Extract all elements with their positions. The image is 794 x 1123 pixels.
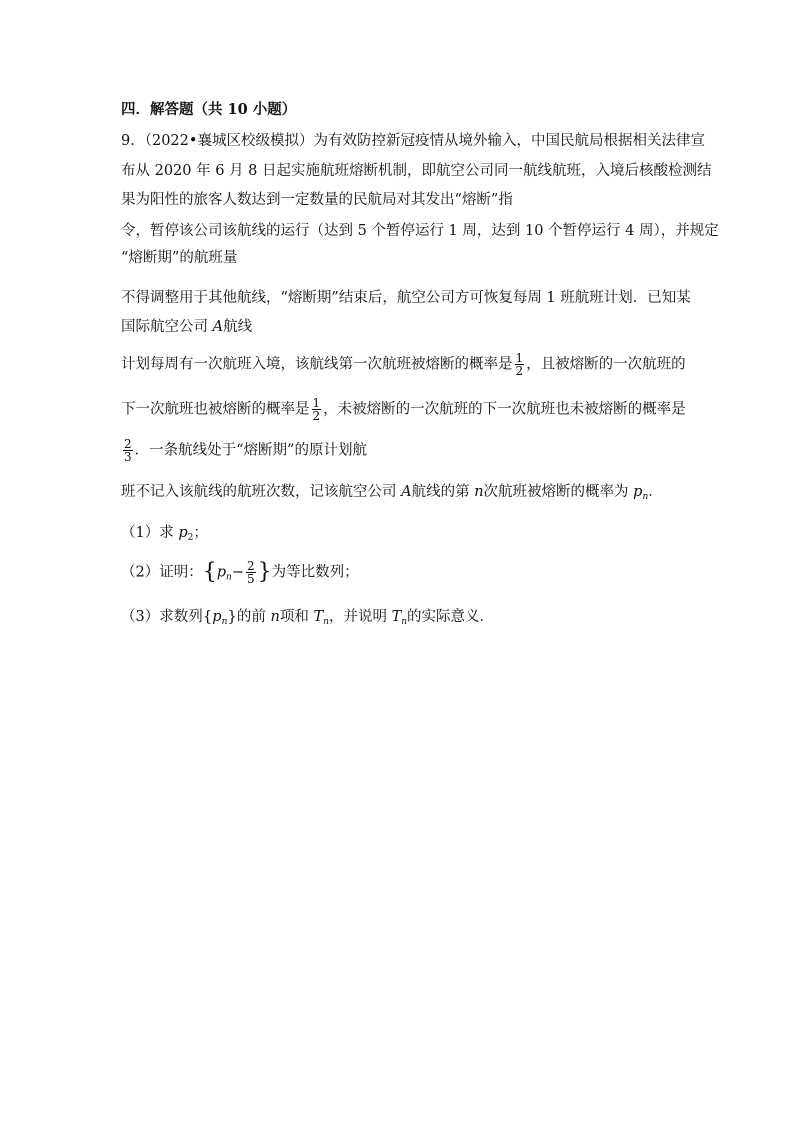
- line-11-text-b: 航线的第: [411, 484, 475, 500]
- fraction-numerator: 2: [246, 559, 255, 573]
- left-brace-icon: {: [202, 607, 213, 625]
- q3-sub-n-T: n: [323, 617, 329, 627]
- fraction-two-thirds: [123, 438, 133, 463]
- problem-source: （2022•襄城区校级模拟）: [144, 133, 314, 149]
- fraction-denominator: 2: [515, 364, 524, 378]
- right-brace-icon: }: [227, 607, 237, 625]
- q1-var-p: p: [178, 525, 188, 541]
- fraction-numerator: 2: [124, 437, 132, 451]
- q3-mid: 的前: [236, 609, 271, 625]
- q3-var-n: n: [270, 609, 280, 625]
- line-10-text: ．一条航线处于“熔断期”的原计划航: [134, 442, 367, 459]
- problem-line-7: [121, 317, 252, 337]
- line-9-text-b: ，未被熔断的一次航班的下一次航班也未被熔断的概率是: [323, 401, 686, 418]
- problem-line-10: [121, 438, 367, 463]
- problem-line-1: [121, 131, 705, 151]
- fraction-numerator: 1: [515, 351, 524, 365]
- fraction-two-fifths: [246, 560, 256, 585]
- q3-mid2: 项和: [279, 609, 314, 625]
- line-8-text-b: ，且被熔断的一次航班的: [526, 356, 686, 373]
- section-heading: 四．解答题（共 10 小题）: [121, 101, 297, 118]
- problem-number: 9．: [121, 133, 145, 149]
- question-3: [121, 606, 494, 632]
- fraction-denominator: 5: [246, 572, 255, 586]
- q2-prefix: （2）证明：: [121, 564, 203, 581]
- question-2: [121, 560, 359, 588]
- q3-mid3: ，并说明: [328, 609, 392, 625]
- var-p: p: [633, 484, 643, 500]
- q2-suffix: 为等比数列；: [271, 564, 359, 581]
- q2-minus: −: [231, 564, 244, 581]
- q1-sub: 2: [187, 533, 194, 543]
- q3-sub-n: n: [221, 617, 228, 627]
- fraction-one-half: [515, 352, 525, 377]
- problem-line-5: “熔断期”的航班量: [121, 250, 238, 266]
- q3-var-T-2: T: [391, 609, 402, 625]
- line-11-text-c: 次航班被熔断的概率为: [483, 484, 634, 500]
- q2-var-p: p: [216, 564, 227, 581]
- fraction-denominator: 2: [312, 409, 321, 423]
- line-11-text-d: ．: [648, 484, 663, 500]
- question-1: [121, 523, 208, 548]
- q3-var-p: p: [212, 609, 222, 625]
- sub-n: n: [642, 492, 649, 502]
- airline-letter-2: A: [401, 484, 412, 500]
- problem-line-4: 令，暂停该公司该航线的运行（达到 5 个暂停运行 1 周，达到 10 个暂停运行 4 周），并规定: [121, 223, 719, 239]
- q1-suffix: ；: [193, 525, 208, 541]
- line-7-text: 国际航空公司: [121, 319, 213, 335]
- q3-var-T: T: [313, 609, 324, 625]
- q3-sub-n-T-2: n: [401, 617, 408, 627]
- problem-line-2: 布从 2020 年 6 月 8 日起实施航班熔断机制，即航空公司同一航线航班，入境后核酸检测结: [121, 163, 712, 179]
- fraction-numerator: 1: [312, 396, 321, 410]
- problem-text: 为有效防控新冠疫情从境外输入，中国民航局根据相关法律宣: [313, 133, 705, 149]
- right-brace-icon: }: [257, 559, 272, 585]
- line-11-text-a: 班不记入该航线的航班次数，记该航空公司: [121, 484, 402, 500]
- left-brace-icon: {: [202, 559, 217, 585]
- q1-prefix: （1）求: [121, 525, 179, 541]
- problem-line-11: [121, 482, 663, 507]
- problem-line-6: 不得调整用于其他航线，“熔断期”结束后，航空公司方可恢复每周 1 班航班计划．已知某: [121, 290, 691, 306]
- q2-sub-n: n: [226, 572, 232, 583]
- line-7-tail: 航线: [223, 319, 253, 335]
- line-8-text-a: 计划每周有一次航班入境，该航线第一次航班被熔断的概率是: [121, 356, 513, 373]
- problem-line-3: 果为阳性的旅客人数达到一定数量的民航局对其发出“熔断”指: [121, 192, 513, 208]
- airline-letter: A: [212, 319, 224, 335]
- var-n: n: [474, 484, 484, 500]
- q3-prefix: （3）求数列: [121, 609, 203, 625]
- problem-line-9: [121, 397, 686, 422]
- fraction-one-half-2: [312, 397, 322, 422]
- fraction-denominator: 3: [124, 450, 132, 464]
- line-9-text-a: 下一次航班也被熔断的概率是: [121, 401, 310, 418]
- problem-line-8: [121, 352, 686, 377]
- q3-suffix: 的实际意义．: [407, 609, 495, 625]
